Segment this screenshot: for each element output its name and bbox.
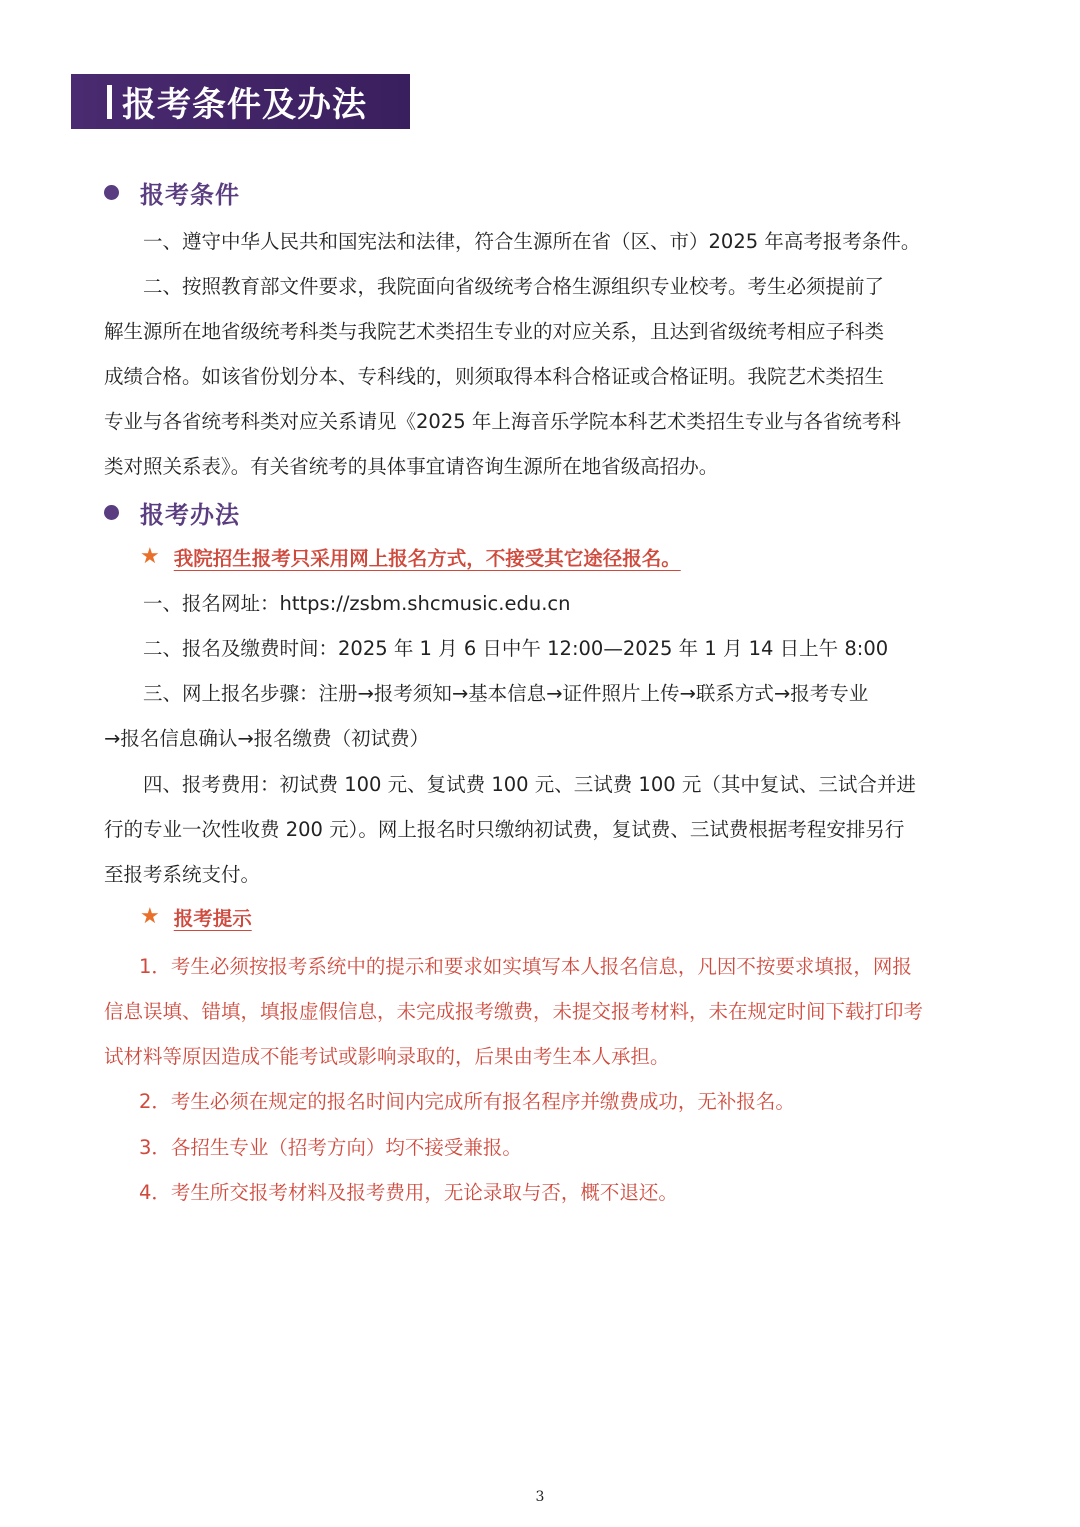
section-heading-methods — [104, 495, 240, 530]
condition-paragraph-2-line: 解生源所在地省级统考科类与我院艺术类招生专业的对应关系，且达到省级统考相应子科类 — [104, 320, 885, 343]
bullet-dot-icon — [104, 505, 119, 520]
tip-2: 2．考生必须在规定的报名时间内完成所有报名程序并缴费成功，无补报名。 — [139, 1090, 795, 1113]
registration-steps-line: 三、网上报名步骤：注册→报考须知→基本信息→证件照片上传→联系方式→报考专业 — [143, 682, 869, 705]
star-icon: ★ — [140, 904, 160, 929]
section-title-conditions: 报考条件 — [140, 181, 240, 209]
registration-fee-item — [104, 762, 978, 897]
registration-fee-line: 行的专业一次性收费 200 元）。网上报名时只缴纳初试费，复试费、三试费根据考程安排另行 — [104, 818, 905, 841]
condition-paragraph-2-line: 成绩合格。如该省份划分本、专科线的，则须取得本科合格证或合格证明。我院艺术类招生 — [104, 365, 885, 388]
online-only-notice — [140, 543, 681, 571]
tip-1-line: 信息误填、错填，填报虚假信息，未完成报考缴费，未提交报考材料，未在规定时间下载打印考 — [104, 1000, 924, 1023]
registration-fee-line: 四、报考费用：初试费 100 元、复试费 100 元、三试费 100 元（其中复试、三试合并进 — [143, 773, 916, 796]
tip-3: 3．各招生专业（招考方向）均不接受兼报。 — [139, 1136, 522, 1159]
condition-paragraph-2 — [104, 264, 978, 489]
title-banner — [71, 74, 410, 129]
tip-1-line: 1．考生必须按报考系统中的提示和要求如实填写本人报名信息，凡因不按要求填报，网报 — [139, 955, 912, 978]
condition-paragraph-2-line: 二、按照教育部文件要求，我院面向省级统考合格生源组织专业校考。考生必须提前了 — [143, 275, 885, 298]
registration-time-item: 二、报名及缴费时间：2025 年 1 月 6 日中午 12:00—2025 年 1 月 14 日上午 8:00 — [143, 637, 889, 660]
star-icon: ★ — [140, 544, 160, 569]
title-bar-mark — [107, 85, 112, 119]
page-title: 报考条件及办法 — [122, 85, 367, 125]
page-number: 3 — [535, 1489, 545, 1505]
registration-url-item: 一、报名网址：https://zsbm.shcmusic.edu.cn — [143, 592, 571, 615]
tip-4: 4．考生所交报考材料及报考费用，无论录取与否，概不退还。 — [139, 1181, 678, 1204]
tip-1 — [104, 944, 978, 1079]
registration-steps-line: →报名信息确认→报名缴费（初试费） — [104, 727, 430, 750]
tips-heading — [140, 903, 252, 931]
condition-paragraph-2-line: 类对照关系表》。有关省统考的具体事宜请咨询生源所在地省级高招办。 — [104, 455, 719, 478]
section-heading-conditions — [104, 175, 240, 210]
condition-paragraph-2-line: 专业与各省统考科类对应关系请见《2025 年上海音乐学院本科艺术类招生专业与各省统考科 — [104, 410, 901, 433]
registration-fee-line: 至报考系统支付。 — [104, 863, 261, 886]
registration-steps-item — [104, 671, 978, 761]
tips-title: 报考提示 — [173, 907, 252, 930]
bullet-dot-icon — [104, 185, 119, 200]
section-title-methods: 报考办法 — [140, 501, 240, 529]
tip-1-line: 试材料等原因造成不能考试或影响录取的，后果由考生本人承担。 — [104, 1045, 670, 1068]
condition-paragraph-1: 一、遵守中华人民共和国宪法和法律，符合生源所在省（区、市）2025 年高考报考条件。 — [143, 230, 921, 253]
online-only-notice-text: 我院招生报考只采用网上报名方式，不接受其它途径报名。 — [173, 547, 681, 570]
